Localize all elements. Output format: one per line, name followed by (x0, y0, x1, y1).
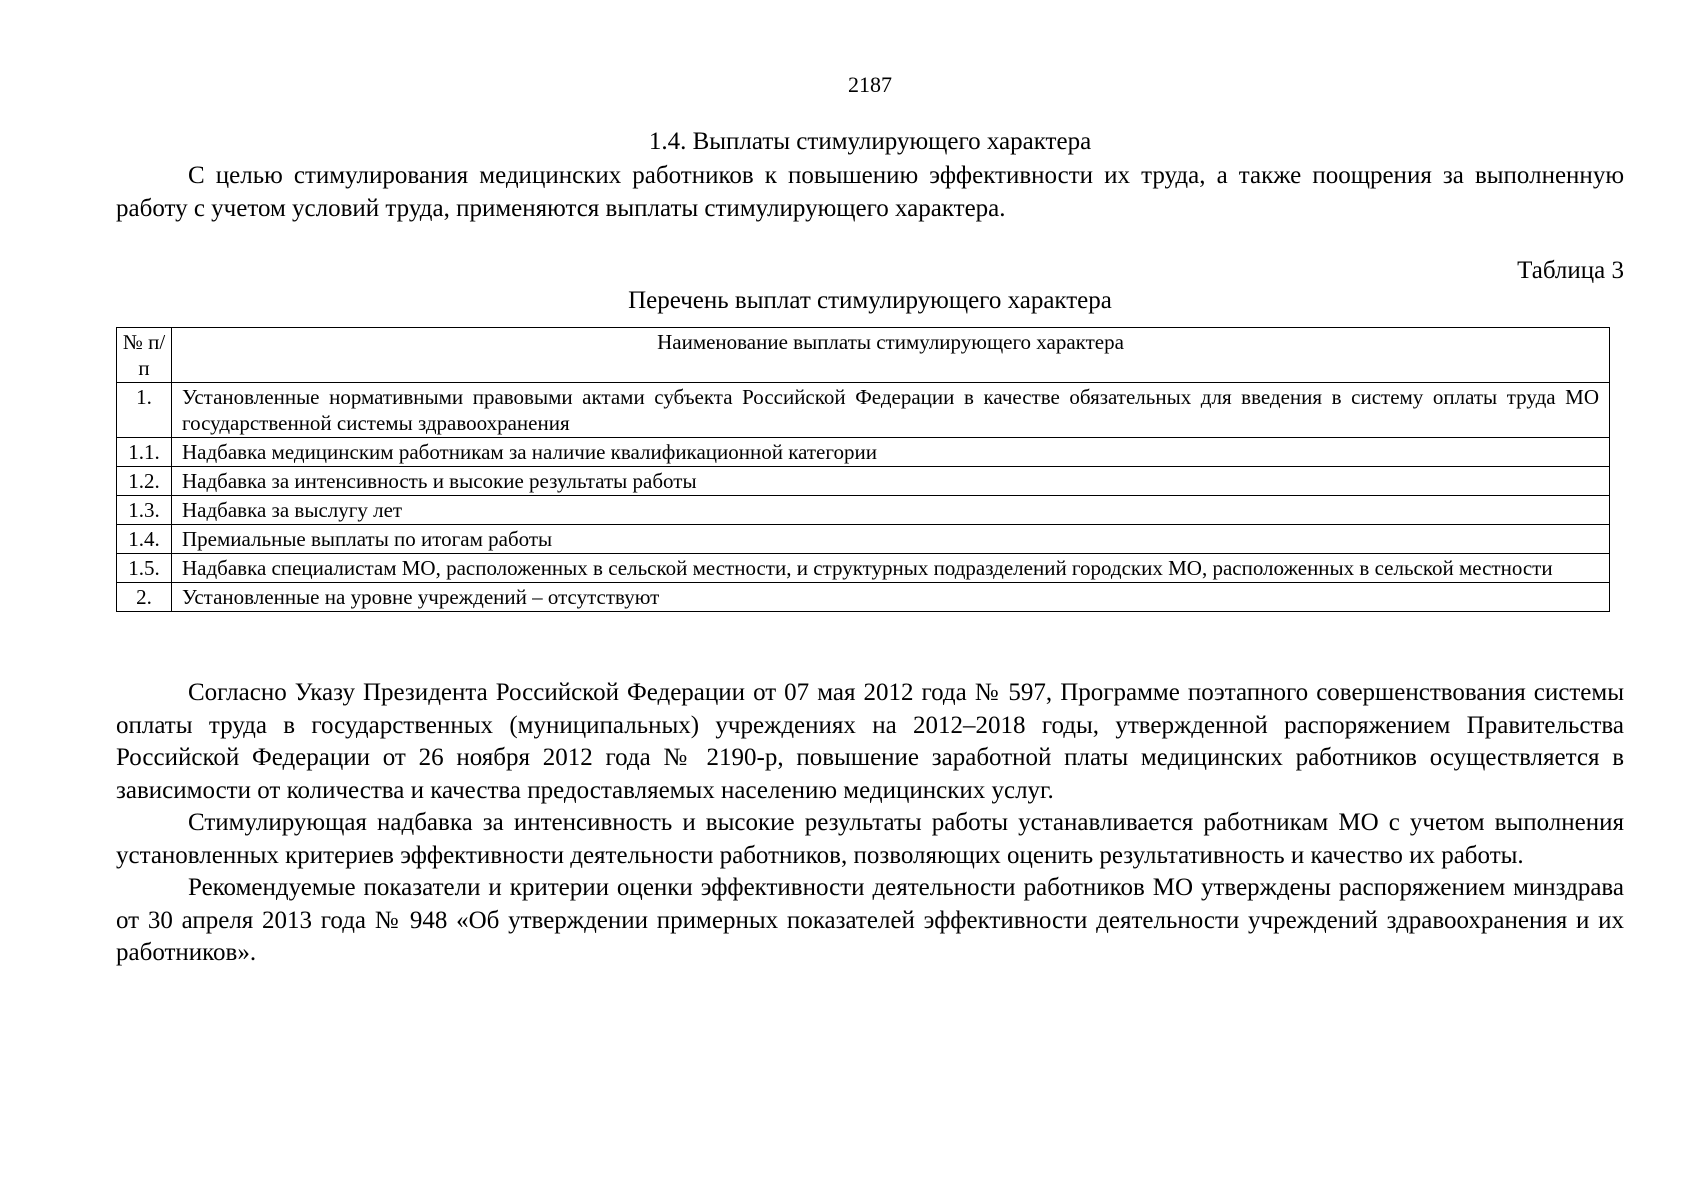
paragraph-criteria: Рекомендуемые показатели и критерии оценки эффективности деятельности работников МО утверждены распоряжением минздрава от 30 апреля 2013 года № 948 «Об утверждении примерных показателей эффективности деятельности учреждений здравоохранения и их работников». (116, 874, 1624, 966)
paragraph-bonus: Стимулирующая надбавка за интенсивность и высокие результаты работы устанавливается работникам МО с учетом выполнения установленных критериев эффективности деятельности работников, позволяющих оценить результативность и качество их работы. (116, 809, 1624, 869)
row-num: 1.2. (117, 467, 172, 496)
row-num: 1.4. (117, 525, 172, 554)
row-name: Установленные нормативными правовыми актами субъекта Российской Федерации в качестве обязательных для введения в систему оплаты труда МО государственной системы здравоохранения (172, 383, 1610, 438)
table-row (117, 496, 1610, 525)
table-label: Таблица 3 (1517, 257, 1624, 284)
table-row (117, 583, 1610, 612)
row-num: 1. (117, 383, 172, 438)
table-row (117, 467, 1610, 496)
table-row (117, 525, 1610, 554)
row-num: 1.1. (117, 438, 172, 467)
body-text (116, 677, 1624, 970)
paragraph-decree: Согласно Указу Президента Российской Федерации от 07 мая 2012 года № 597, Программе поэтапного совершенствования системы оплаты труда в государственных (муниципальных) учреждениях на 2012–2018 годы, утвержденной распоряжением Правительства Российской Федерации от 26 ноября 2012 года № 2190-р, повышение заработной платы медицинских работников осуществляется в зависимости от количества и качества предоставляемых населению медицинских услуг. (116, 679, 1624, 804)
row-name: Надбавка за интенсивность и высокие результаты работы (172, 467, 1610, 496)
row-name: Надбавка специалистам МО, расположенных в сельской местности, и структурных подразделений городских МО, расположенных в сельской местности (172, 554, 1610, 583)
intro-section (116, 160, 1624, 225)
row-name: Надбавка медицинским работникам за наличие квалификационной категории (172, 438, 1610, 467)
header-name: Наименование выплаты стимулирующего характера (172, 328, 1610, 383)
row-num: 1.3. (117, 496, 172, 525)
table-row (117, 554, 1610, 583)
section-title: 1.4. Выплаты стимулирующего характера (648, 128, 1092, 155)
table-row (117, 438, 1610, 467)
table-header-row (117, 328, 1610, 383)
row-num: 2. (117, 583, 172, 612)
intro-paragraph: С целью стимулирования медицинских работников к повышению эффективности их труда, а также поощрения за выполненную работу с учетом условий труда, применяются выплаты стимулирующего характера. (116, 162, 1624, 222)
row-name: Премиальные выплаты по итогам работы (172, 525, 1610, 554)
row-name: Надбавка за выслугу лет (172, 496, 1610, 525)
row-num: 1.5. (117, 554, 172, 583)
table-title: Перечень выплат стимулирующего характера (628, 287, 1112, 314)
row-name: Установленные на уровне учреждений – отсутствуют (172, 583, 1610, 612)
header-num: № п/п (117, 328, 172, 383)
table-row (117, 383, 1610, 438)
payments-table (116, 327, 1610, 612)
page-number: 2187 (848, 72, 892, 97)
